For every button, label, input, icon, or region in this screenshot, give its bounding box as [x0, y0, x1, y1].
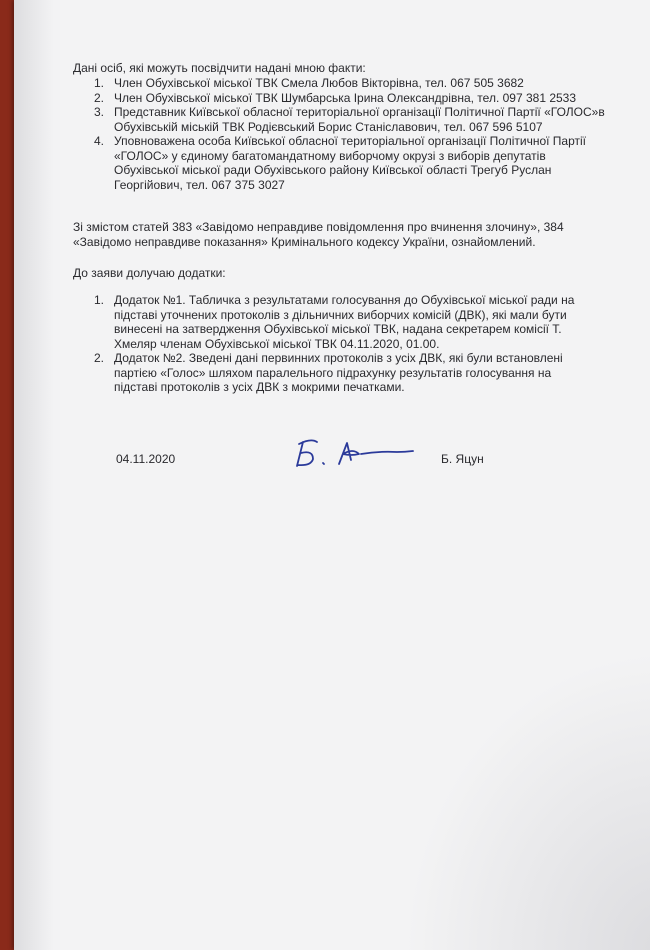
page-shadow-bottom [404, 650, 650, 950]
handwritten-signature [289, 436, 424, 472]
list-item [86, 76, 606, 91]
list-item [86, 293, 586, 351]
list-item-text: Додаток №1. Табличка з результатами голосування до Обухівської міської ради на підставі уточнених протоколів з дільничних виборчих комісій (ДВК), які мали бути винесені на затвердження Обухівської міської ТВК, надана секретарем комісії Т. Хмеляр членам Обухівської міської ТВК 04.11.2020, 01.00. [114, 293, 575, 351]
list-item [86, 134, 606, 192]
list-item-text: Член Обухівської міської ТВК Смела Любов Вікторівна, тел. 067 505 3682 [114, 76, 524, 90]
page-shadow-left [14, 0, 54, 950]
signer-name: Б. Яцун [441, 452, 484, 466]
list-item-number: 2. [94, 351, 105, 365]
list-item [86, 105, 606, 134]
list-item-text: Додаток №2. Зведені дані первинних протоколів з усіх ДВК, які були встановлені партією «Голос» шляхом паралельного підрахунку результатів голосування на підставі протоколів з усіх ДВК з мокрими печатками. [114, 351, 563, 394]
list-item [86, 351, 586, 395]
list-item-text: Член Обухівської міської ТВК Шумбарська Ірина Олександрівна, тел. 097 381 2533 [114, 90, 577, 105]
list-item [86, 91, 606, 106]
list-item-number: 2. [94, 90, 105, 105]
signature-date: 04.11.2020 [116, 452, 176, 466]
list-item-number: 4. [94, 134, 105, 148]
list-item-text: Уповноважена особа Київської обласної територіальної організації Політичної Партії «ГОЛОС» у єдиному багатомандатному виборчому окрузі з виборів депутатів Обухівської міської ради Обухівського району Київської області Трегуб Руслан Георгійович, тел. 067 375 3027 [114, 134, 586, 192]
witnesses-list [86, 76, 606, 192]
attachments-heading: До заяви долучаю додатки: [73, 266, 226, 280]
attachments-list [86, 293, 586, 395]
witnesses-intro: Дані осіб, які можуть посвідчити надані мною факти: [73, 61, 366, 75]
list-item-number: 3. [94, 105, 105, 119]
list-item-text: Представник Київської обласної територіальної організації Політичної Партії «ГОЛОС»в Обухівській міській ТВК Родієвський Борис Станіславович, тел. 067 596 5107 [114, 105, 605, 134]
list-item-number: 1. [94, 76, 105, 90]
awareness-statement: Зі змістом статей 383 «Завідомо неправдиве повідомлення про вчинення злочину», 384 «Завідомо неправдиве показання» Кримінального кодексу України, ознайомлений. [73, 220, 564, 249]
list-item-number: 1. [94, 293, 105, 307]
document-page [14, 0, 650, 950]
